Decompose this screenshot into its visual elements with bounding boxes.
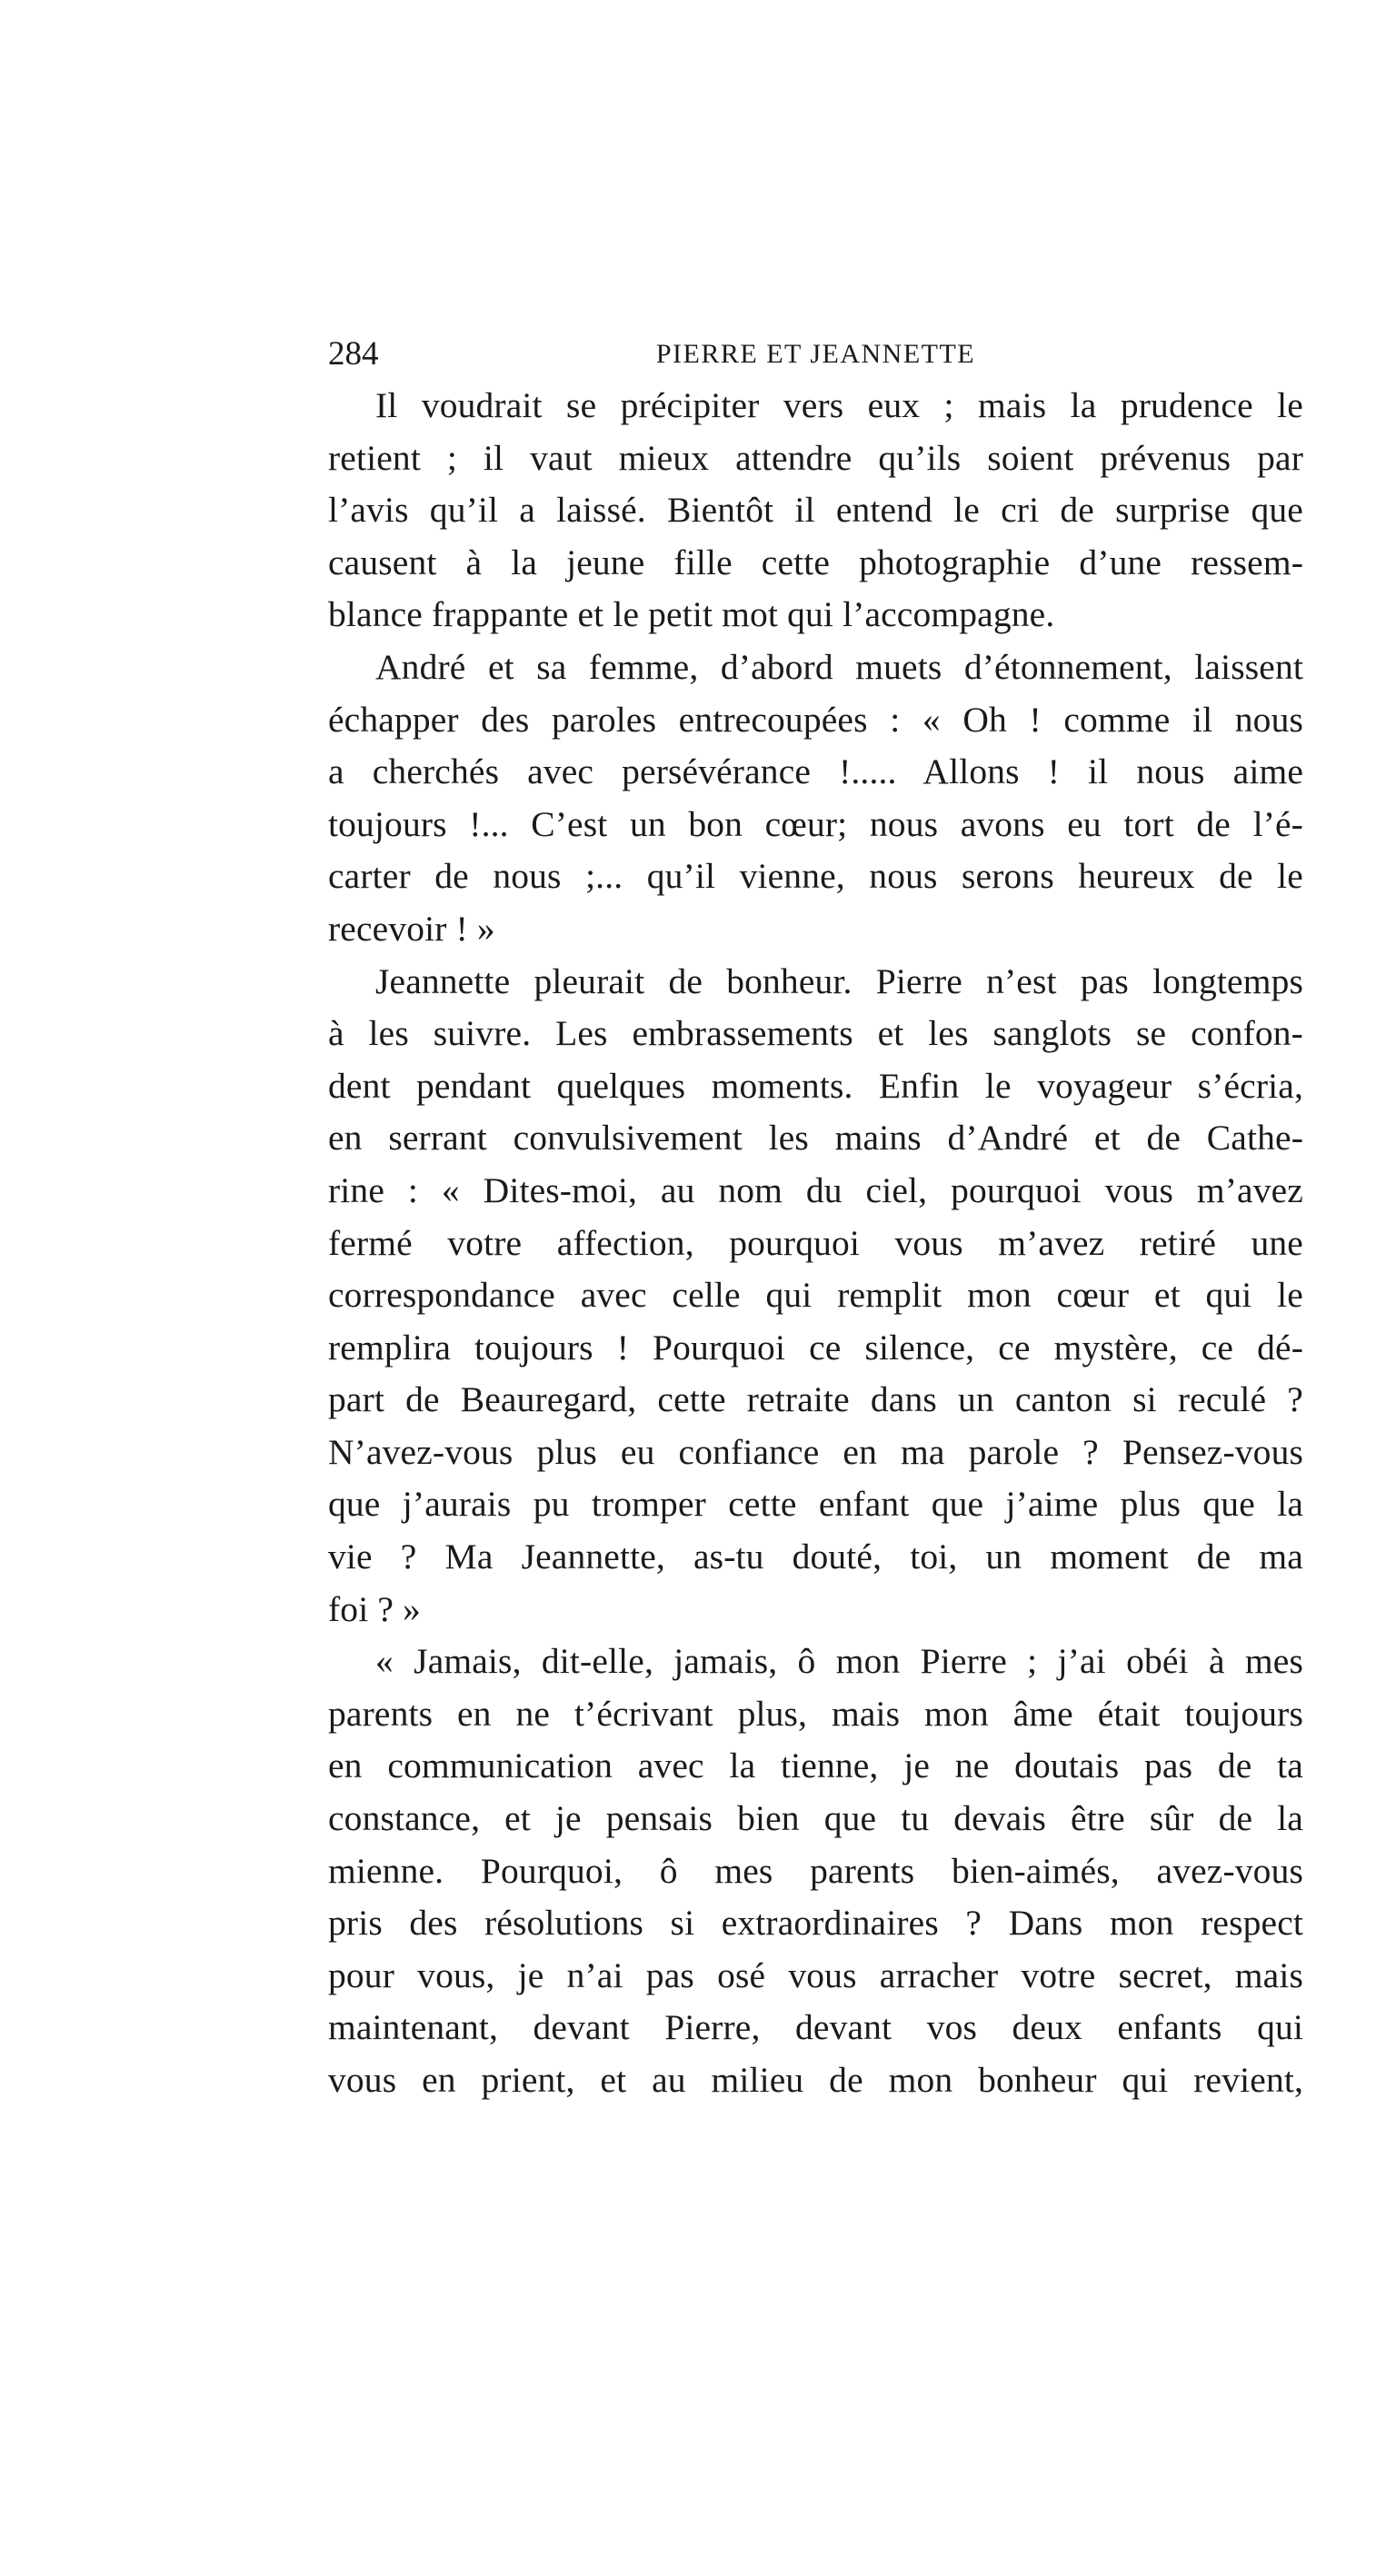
text-line: l’avis qu’il a laissé. Bientôt il entend le cri de surprise que [328,490,1303,531]
text-line: fermé votre affection, pourquoi vous m’avez retiré une [328,1222,1303,1263]
text-line: recevoir ! » [328,908,495,949]
page-number: 284 [328,335,379,373]
text-line: échapper des paroles entrecoupées : « Oh ! comme il nous [328,699,1303,740]
text-line: carter de nous ;... qu’il vienne, nous serons heureux de le [328,856,1303,897]
text-line: correspondance avec celle qui remplit mon cœur et qui le [328,1275,1303,1316]
text-line: pour vous, je n’ai pas osé vous arracher votre secret, mais [328,1954,1303,1995]
text-line: à les suivre. Les embrassements et les sanglots se confon- [328,1013,1303,1054]
text-line: toujours !... C’est un bon cœur; nous avons eu tort de l’é- [328,803,1303,844]
running-title: PIERRE ET JEANNETTE [655,339,976,369]
text-line: N’avez-vous plus eu confiance en ma parole ? Pensez-vous [328,1431,1303,1472]
text-line: foi ? » [328,1588,421,1629]
text-line: André et sa femme, d’abord muets d’étonnement, laissent [375,646,1303,687]
book-page [328,329,1303,2107]
text-line: vous en prient, et au milieu de mon bonheur qui revient, [328,2060,1303,2100]
text-line: dent pendant quelques moments. Enfin le voyageur s’écria, [328,1065,1303,1106]
text-line: constance, et je pensais bien que tu devais être sûr de la [328,1798,1303,1839]
text-line: pris des résolutions si extraordinaires ? Dans mon respect [328,1903,1303,1944]
text-line: Il voudrait se précipiter vers eux ; mais la prudence le [375,385,1303,425]
text-line: remplira toujours ! Pourquoi ce silence, ce mystère, ce dé- [328,1327,1303,1368]
text-line: « Jamais, dit-elle, jamais, ô mon Pierre ; j’ai obéi à mes [375,1641,1303,1682]
text-line: blance frappante et le petit mot qui l’accompagne. [328,594,1055,635]
text-line: en serrant convulsivement les mains d’André et de Cathe- [328,1118,1303,1159]
body-text [328,380,1303,2107]
text-line: part de Beauregard, cette retraite dans un canton si reculé ? [328,1379,1303,1420]
text-line: que j’aurais pu tromper cette enfant que j’aime plus que la [328,1484,1303,1525]
text-line: vie ? Ma Jeannette, as-tu douté, toi, un moment de ma [328,1537,1303,1577]
text-line: parents en ne t’écrivant plus, mais mon âme était toujours [328,1693,1303,1734]
text-line: en communication avec la tienne, je ne doutais pas de ta [328,1746,1303,1786]
text-line: causent à la jeune fille cette photographie d’une ressem- [328,542,1303,582]
text-line: Jeannette pleurait de bonheur. Pierre n’est pas longtemps [375,960,1303,1001]
text-line: retient ; il vaut mieux attendre qu’ils soient prévenus par [328,437,1303,478]
text-line: maintenant, devant Pierre, devant vos deux enfants qui [328,2007,1303,2048]
text-line: rine : « Dites-moi, au nom du ciel, pourquoi vous m’avez [328,1169,1303,1210]
text-line: a cherchés avec persévérance !..... Allons ! il nous aime [328,751,1303,792]
running-head [328,329,1303,380]
text-line: mienne. Pourquoi, ô mes parents bien-aimés, avez-vous [328,1850,1303,1891]
